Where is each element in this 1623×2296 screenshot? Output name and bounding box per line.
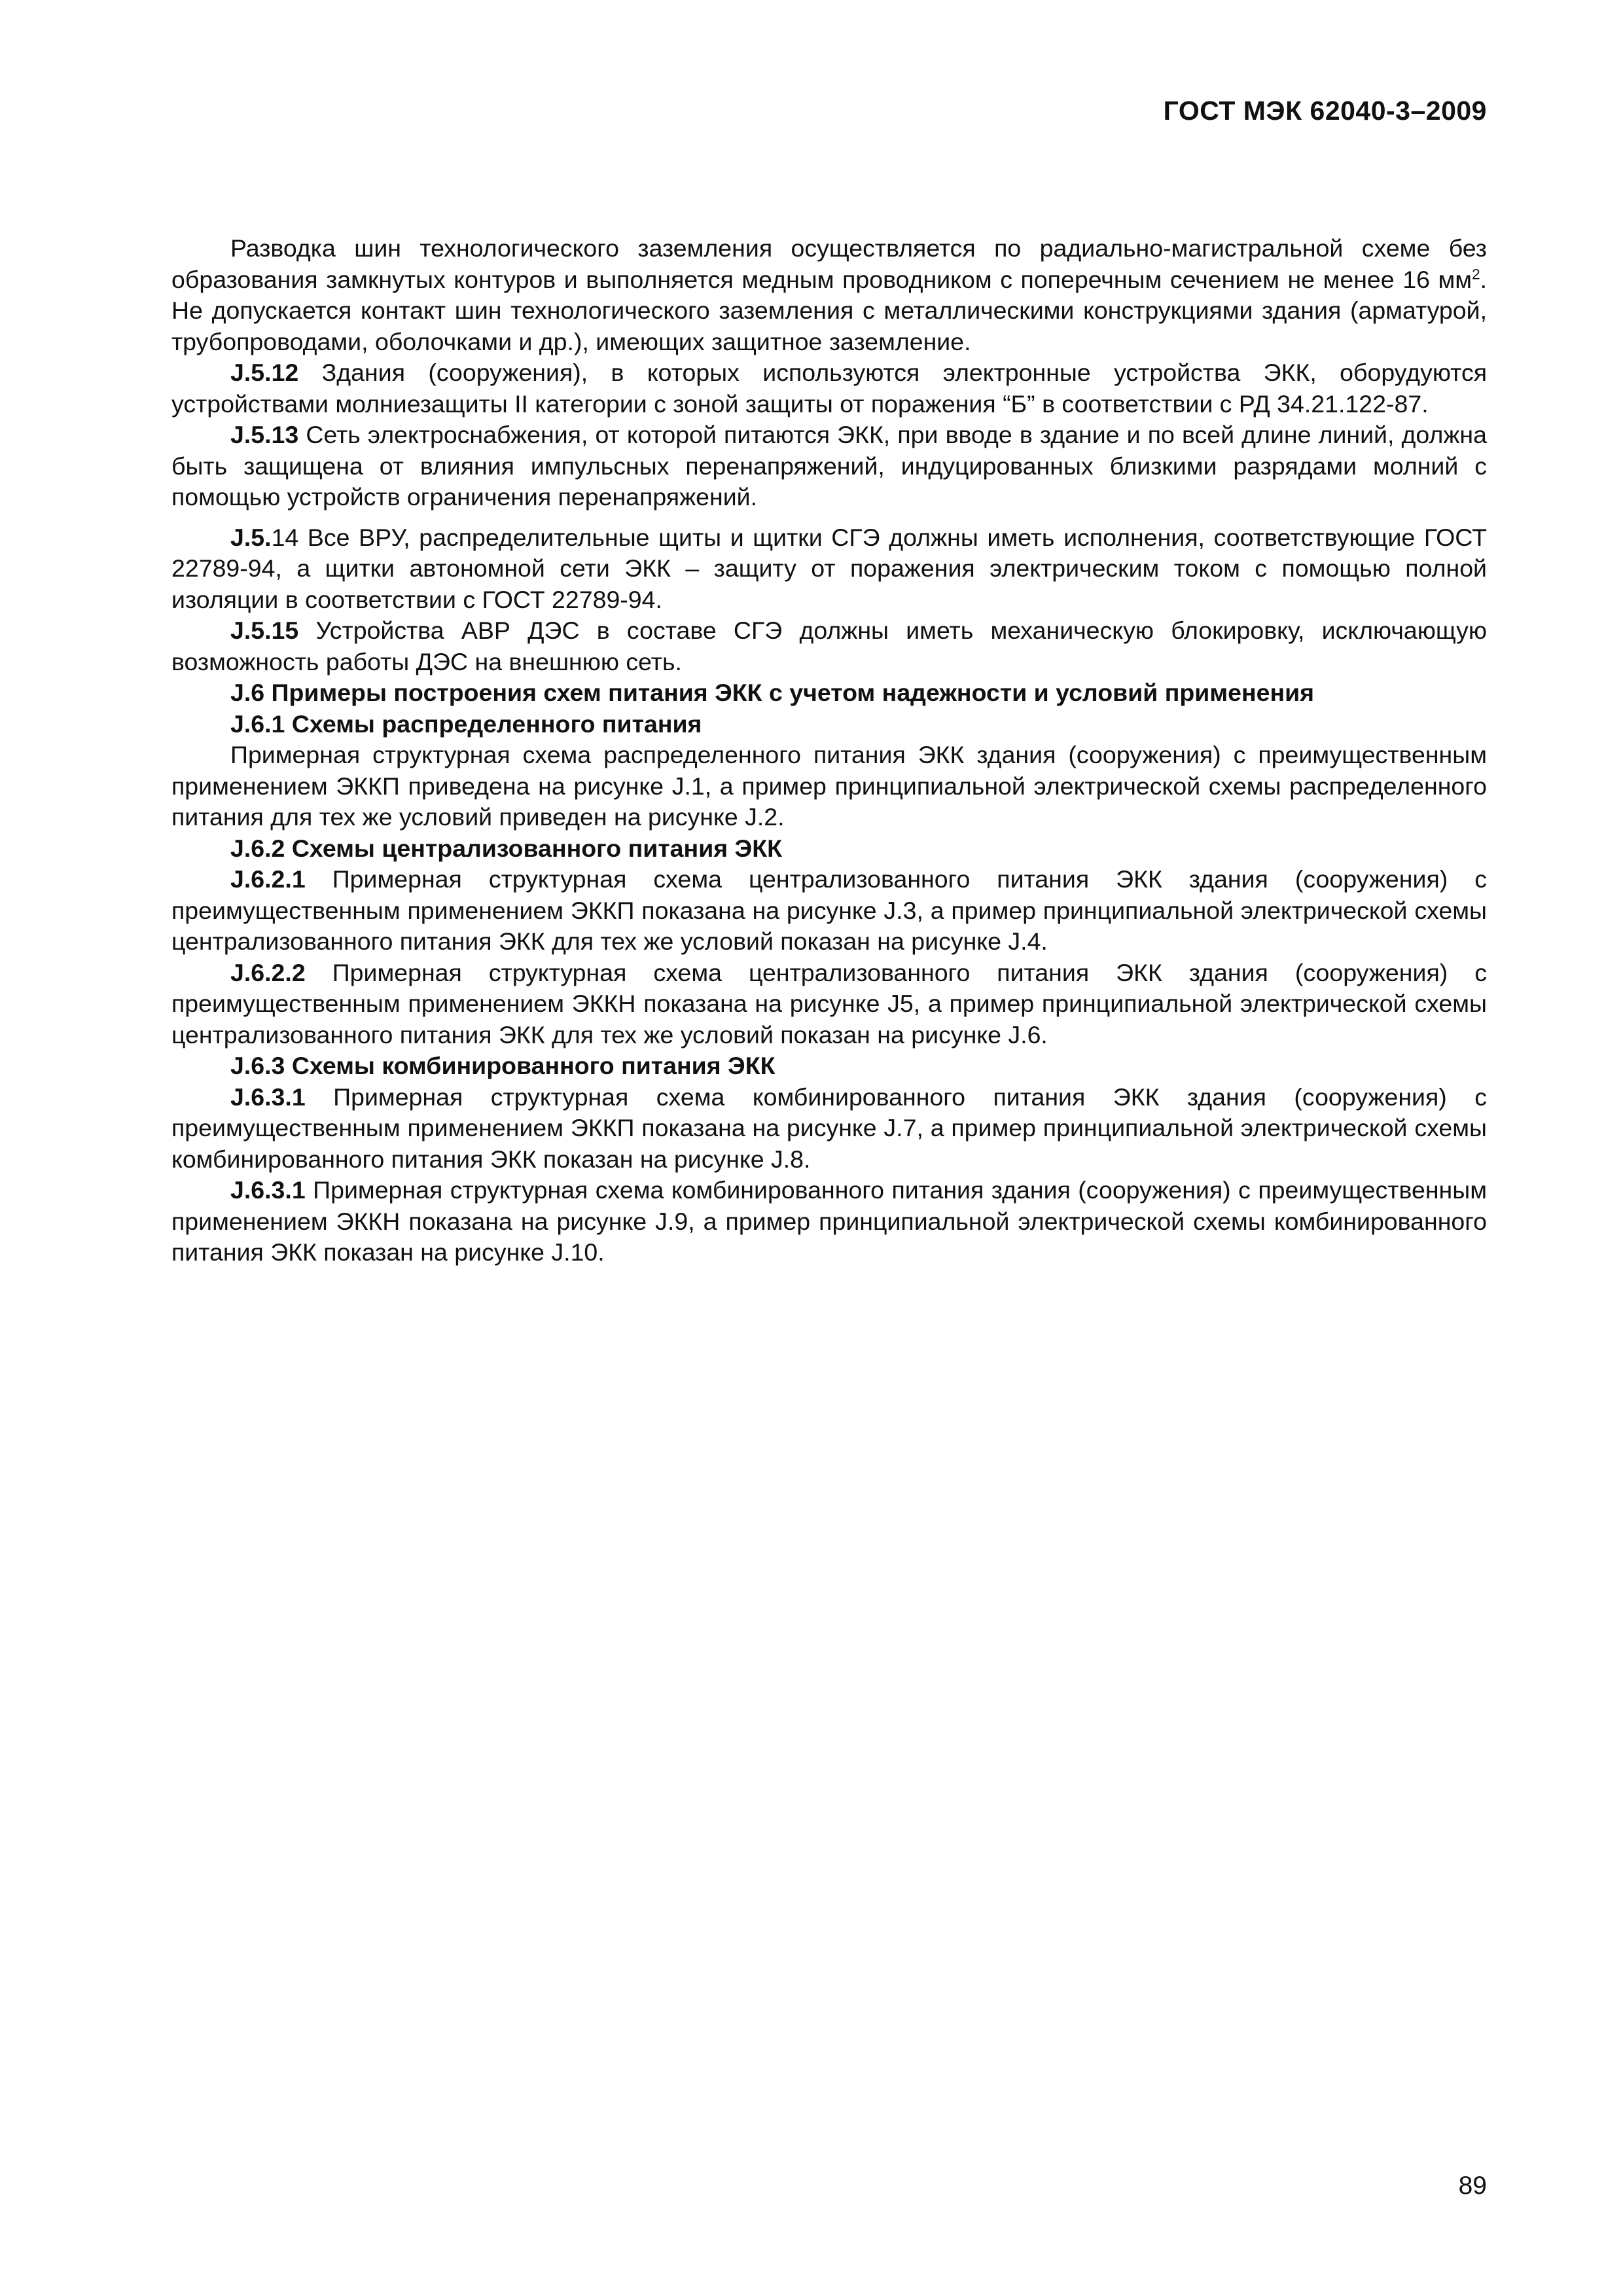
paragraph-j-6-3-1-second bbox=[171, 1175, 1487, 1268]
paragraph-j-6-1-text: Примерная структурная схема распределенного питания ЭКК здания (сооружения) с преимущественным применением ЭККП приведена на рисунке J.1, а пример принципиальной электрической схемы распределенного питания для тех же условий приведен на рисунке J.2. bbox=[171, 741, 1487, 831]
paragraph-j-5-14 bbox=[171, 522, 1487, 616]
section-heading-j-6-2: J.6.2 Схемы централизованного питания ЭКК bbox=[230, 834, 782, 862]
section-heading-j-6-3: J.6.3 Схемы комбинированного питания ЭКК bbox=[230, 1052, 776, 1079]
superscript: 2 bbox=[1472, 266, 1480, 282]
section-heading-j-6: J.6 Примеры построения схем питания ЭКК с учетом надежности и условий применения bbox=[230, 679, 1315, 706]
paragraph-j-6-2-1 bbox=[171, 864, 1487, 958]
page-number: 89 bbox=[1458, 2172, 1487, 2200]
paragraph-text: Все ВРУ, распределительные щиты и щитки СГЭ должны иметь исполнения, соответствующие ГОСТ 22789-94, а щитки автономной сети ЭКК – защиту от поражения электрическим током с помощью полной изоляции в соответствии с ГОСТ 22789-94. bbox=[171, 523, 1487, 613]
paragraph-grounding-wiring bbox=[171, 233, 1487, 357]
clause-number: J.5.15 bbox=[230, 617, 299, 644]
paragraph-j-5-13 bbox=[171, 420, 1487, 513]
paragraph-text: Здания (сооружения), в которых используются электронные устройства ЭКК, оборудуются устройствами молниезащиты II категории с зоной защиты от поражения “Б” в соответствии с РД 34.21.122-87. bbox=[171, 359, 1487, 418]
paragraph-text: Примерная структурная схема комбинированного питания здания (сооружения) с преимущественным применением ЭККН показана на рисунке J.9, а пример принципиальной электрической схемы комбинированного питания ЭКК показан на рисунке J.10. bbox=[171, 1176, 1487, 1266]
document-code-header: ГОСТ МЭК 62040-3–2009 bbox=[1163, 96, 1487, 126]
section-heading-j-6-1: J.6.1 Схемы распределенного питания bbox=[230, 709, 702, 738]
paragraph-text: Примерная структурная схема комбинированного питания ЭКК здания (сооружения) с преимущественным применением ЭККП показана на рисунке J.7, а пример принципиальной электрической схемы комбинированного питания ЭКК показан на рисунке J.8. bbox=[171, 1083, 1487, 1173]
clause-number: J.5. bbox=[230, 523, 272, 551]
clause-number: J.6.2.1 bbox=[230, 865, 306, 893]
paragraph-text: Разводка шин технологического заземления осуществляется по радиально-магистральной схеме без образования замкнутых контуров и выполняется медным проводником с поперечным сечением не менее 16 мм bbox=[171, 234, 1487, 293]
clause-number: J.6.3.1 bbox=[230, 1083, 306, 1111]
paragraph-text: . Не допускается контакт шин технологического заземления с металлическими конструкциями здания (арматурой, трубопроводами, оболочками и др.), имеющих защитное заземление. bbox=[171, 265, 1487, 355]
document-body bbox=[171, 233, 1487, 1268]
paragraph-j-6-3-1-first bbox=[171, 1082, 1487, 1175]
paragraph-j-5-15 bbox=[171, 615, 1487, 677]
paragraph-text: Примерная структурная схема централизованного питания ЭКК здания (сооружения) с преимущественным применением ЭККН показана на рисунке J5, а пример принципиальной электрической схемы централизованного питания ЭКК для тех же условий показан на рисунке J.6. bbox=[171, 958, 1487, 1049]
clause-number: J.6.3.1 bbox=[230, 1176, 306, 1204]
clause-number: J.5.13 bbox=[230, 421, 299, 448]
paragraph-text: Сеть электроснабжения, от которой питаются ЭКК, при вводе в здание и по всей длине линий, должна быть защищена от влияния импульсных перенапряжений, индуцированных близкими разрядами молний с помощью устройств ограничения перенапряжений. bbox=[171, 421, 1487, 511]
paragraph-text: Устройства АВР ДЭС в составе СГЭ должны иметь механическую блокировку, исключающую возможность работы ДЭС на внешнюю сеть. bbox=[171, 617, 1487, 675]
clause-number: J.5.12 bbox=[230, 359, 299, 386]
clause-number-suffix: 14 bbox=[271, 523, 299, 551]
clause-number: J.6.2.2 bbox=[230, 958, 306, 986]
paragraph-j-5-12 bbox=[171, 357, 1487, 420]
paragraph-text: Примерная структурная схема централизованного питания ЭКК здания (сооружения) с преимущественным применением ЭККП показана на рисунке J.3, а пример принципиальной электрической схемы централизованного питания ЭКК для тех же условий показан на рисунке J.4. bbox=[171, 865, 1487, 955]
paragraph-j-6-2-2 bbox=[171, 958, 1487, 1051]
